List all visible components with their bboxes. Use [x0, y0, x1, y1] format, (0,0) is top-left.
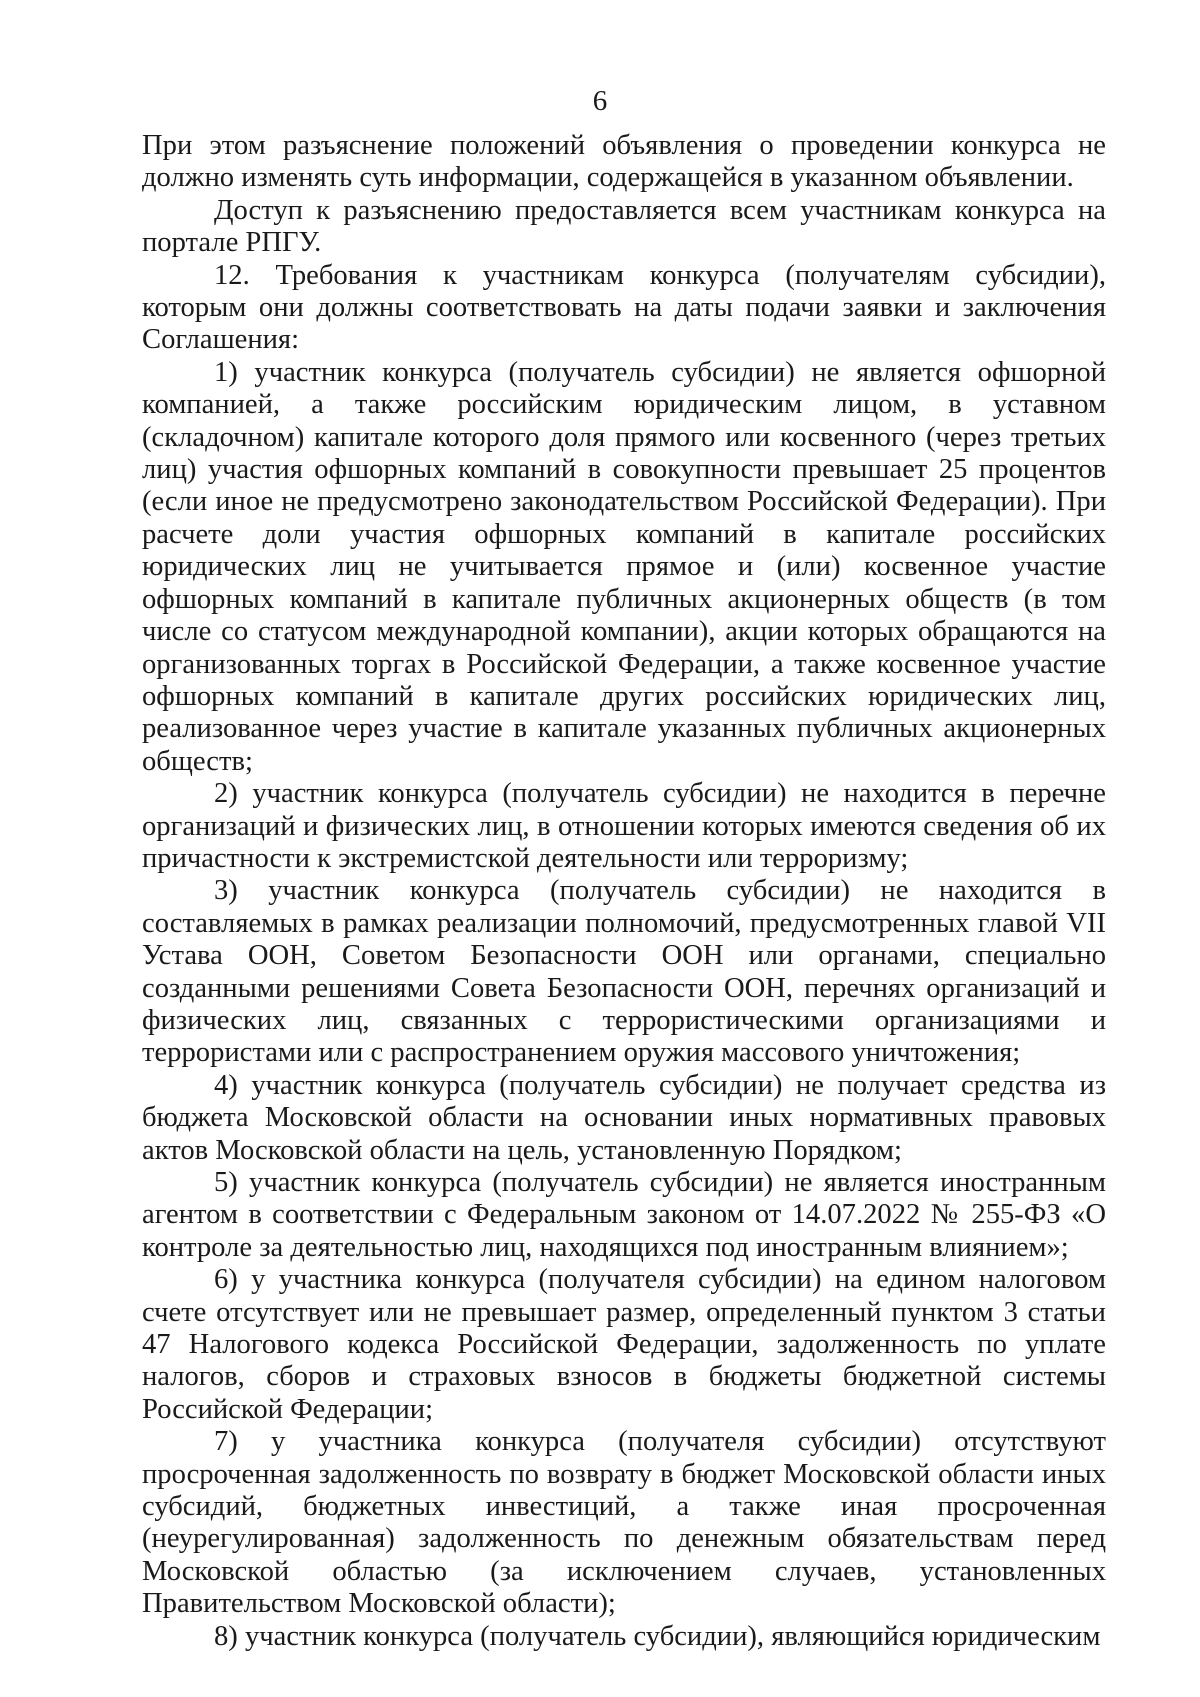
paragraph-clarification-note: При этом разъяснение положений объявления о проведении конкурса не должно изменять суть информации, содержащейся в указанном объявлении.: [142, 130, 1106, 194]
document-body: [142, 130, 1106, 1653]
paragraph-item-4: 4) участник конкурса (получатель субсидии) не получает средства из бюджета Московской области на основании иных нормативных правовых актов Московской области на цель, установленную Порядком;: [142, 1069, 1106, 1166]
paragraph-item-6: 6) у участника конкурса (получателя субсидии) на едином налоговом счете отсутствует или не превышает размер, определенный пунктом 3 статьи 47 Налогового кодекса Российской Федерации, задолженность по уплате налогов, сборов и страховых взносов в бюджеты бюджетной системы Российской Федерации;: [142, 1264, 1106, 1425]
paragraph-item-2: 2) участник конкурса (получатель субсидии) не находится в перечне организаций и физических лиц, в отношении которых имеются сведения об их причастности к экстремистской деятельности или терроризму;: [142, 778, 1106, 874]
paragraph-access-clarification: Доступ к разъяснению предоставляется всем участникам конкурса на портале РПГУ.: [142, 194, 1106, 259]
paragraph-item-3: 3) участник конкурса (получатель субсидии) не находится в составляемых в рамках реализации полномочий, предусмотренных главой VII Устава ООН, Советом Безопасности ООН или органами, специально созданными решениями Совета Безопасности ООН, перечнях организаций и физических лиц, связанных с террористическими организациями и террористами или с распространением оружия массового уничтожения;: [142, 875, 1106, 1069]
paragraph-item-8: 8) участник конкурса (получатель субсидии), являющийся юридическим: [214, 1620, 1101, 1652]
paragraph-item-7: 7) у участника конкурса (получателя субсидии) отсутствуют просроченная задолженность по возврату в бюджет Московской области иных субсидий, бюджетных инвестиций, а также иная просроченная (неурегулированная) задолженность по денежным обязательствам перед Московской областью (за исключением случаев, установленных Правительством Московской области);: [142, 1426, 1106, 1620]
paragraph-section-12: 12. Требования к участникам конкурса (получателям субсидии), которым они должны соответствовать на даты подачи заявки и заключения Соглашения:: [142, 259, 1106, 356]
page-number: 6: [592, 85, 608, 117]
paragraph-item-1: 1) участник конкурса (получатель субсидии) не является офшорной компанией, а также российским юридическим лицом, в уставном (складочном) капитале которого доля прямого или косвенного (через третьих лиц) участия офшорных компаний в совокупности превышает 25 процентов (если иное не предусмотрено законодательством Российской Федерации). При расчете доли участия офшорных компаний в капитале российских юридических лиц не учитывается прямое и (или) косвенное участие офшорных компаний в капитале публичных акционерных обществ (в том числе со статусом международной компании), акции которых обращаются на организованных торгах в Российской Федерации, а также косвенное участие офшорных компаний в капитале других российских юридических лиц, реализованное через участие в капитале указанных публичных акционерных обществ;: [142, 356, 1106, 777]
paragraph-item-5: 5) участник конкурса (получатель субсидии) не является иностранным агентом в соответствии с Федеральным законом от 14.07.2022 № 255-ФЗ «О контроле за деятельностью лиц, находящихся под иностранным влиянием»;: [142, 1167, 1106, 1263]
